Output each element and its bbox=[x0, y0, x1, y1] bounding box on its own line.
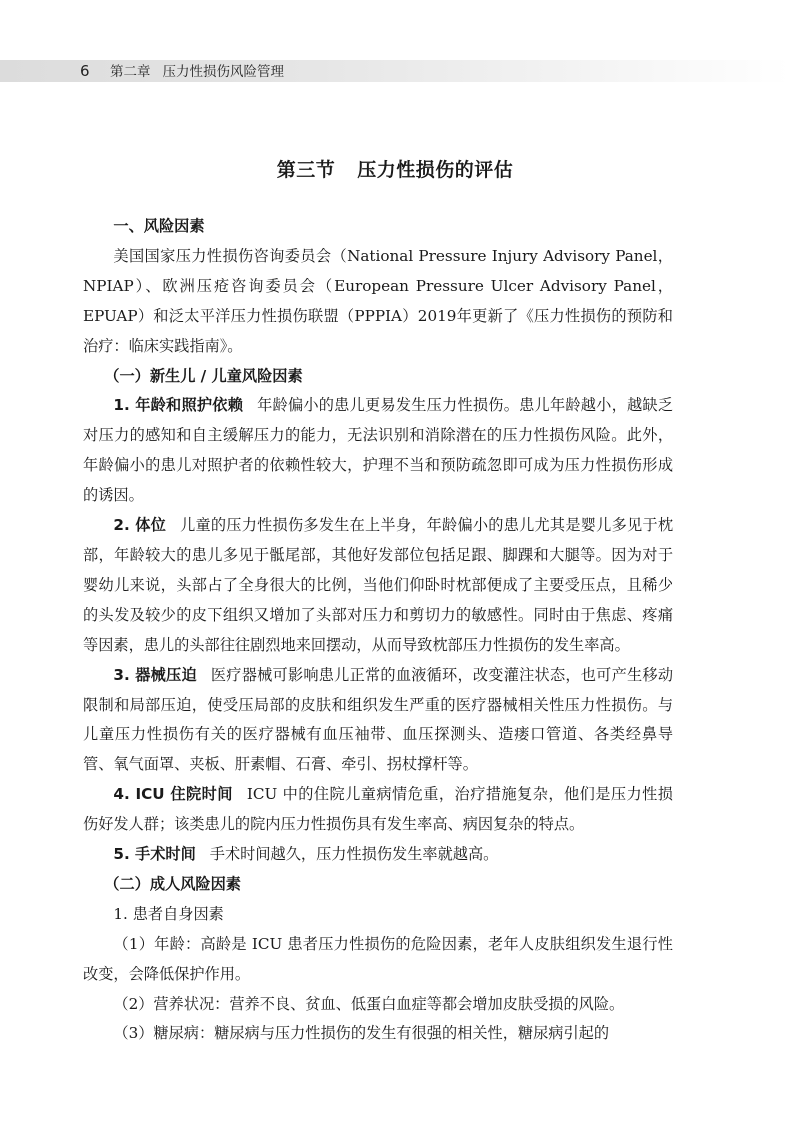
text-position: 儿童的压力性损伤多发生在上半身，年龄偏小的患儿尤其是婴儿多见于枕部，年龄较大的患儿多见于骶尾部，其他好发部位包括足跟、脚踝和大腿等。因为对于婴幼儿来说，头部占了全身很大的比例，当他们仰卧时枕部便成了主要受压点，且稀少的头发及较少的皮下组织又增加了头部对压力和剪切力的敏感性。同时由于焦虑、疼痛等因素，患儿的头部往往剧烈地来回摆动，从而导致枕部压力性损伤的发生率高。 bbox=[83, 516, 674, 654]
text-surgery: 手术时间越久，压力性损伤发生率就越高。 bbox=[209, 845, 499, 864]
section-number: 第三节 bbox=[276, 159, 336, 181]
page-number: 6 bbox=[80, 62, 90, 80]
section-heading: 压力性损伤的评估 bbox=[357, 159, 514, 181]
paragraph-icu bbox=[83, 780, 673, 840]
section-title bbox=[0, 155, 790, 182]
intro-paragraph: 美国国家压力性损伤咨询委员会（National Pressure Injury Advisory Panel，NPIAP）、欧洲压疮咨询委员会（European Pressure Ulcer Advisory Panel，EPUAP）和泛太平洋压力性损伤联盟（PPPIA）2019年更新了《压力性损伤的预防和治疗：临床实践指南》。 bbox=[83, 246, 673, 355]
text-device: 医疗器械可影响患儿正常的血液循环，改变灌注状态，也可产生移动限制和局部压迫，使受压局部的皮肤和组织发生严重的医疗器械相关性压力性损伤。与儿童压力性损伤有关的医疗器械有血压袖带、血压探测头、造瘘口管道、各类经鼻导管、氧气面罩、夹板、肝素帽、石膏、牵引、拐杖撑杆等。 bbox=[83, 665, 674, 774]
text-age: 年龄偏小的患儿更易发生压力性损伤。患儿年龄越小，越缺乏对压力的感知和自主缓解压力的能力，无法识别和消除潜在的压力性损伤风险。此外，年龄偏小的患儿对照护者的依赖性较大，护理不当和预防疏忽即可成为压力性损伤形成的诱因。 bbox=[83, 396, 674, 505]
heading-child-risk: （一）新生儿 / 儿童风险因素 bbox=[104, 366, 303, 385]
item-diabetes: （3）糖尿病：糖尿病与压力性损伤的发生有很强的相关性，糖尿病引起的 bbox=[113, 1024, 610, 1043]
lead-surgery: 5. 手术时间 bbox=[113, 845, 196, 864]
heading-adult-risk: （二）成人风险因素 bbox=[104, 874, 241, 893]
paragraph-surgery bbox=[83, 840, 673, 870]
body-text bbox=[83, 212, 673, 1049]
chapter-number: 第二章 bbox=[110, 64, 151, 80]
heading-patient-factors: 1. 患者自身因素 bbox=[113, 904, 224, 923]
lead-age: 1. 年龄和照护依赖 bbox=[113, 396, 244, 415]
paragraph-position bbox=[83, 511, 673, 661]
item-nutrition: （2）营养状况：营养不良、贫血、低蛋白血症等都会增加皮肤受损的风险。 bbox=[113, 994, 625, 1013]
item-age: （1）年龄：高龄是 ICU 患者压力性损伤的危险因素，老年人皮肤组织发生退行性改变，会降低保护作用。 bbox=[83, 934, 673, 983]
running-header bbox=[80, 61, 284, 82]
lead-position: 2. 体位 bbox=[113, 516, 167, 535]
chapter-title: 压力性损伤风险管理 bbox=[162, 64, 284, 80]
paragraph-age bbox=[83, 391, 673, 511]
text-icu: ICU 中的住院儿童病情危重，治疗措施复杂，他们是压力性损伤好发人群；该类患儿的院内压力性损伤具有发生率高、病因复杂的特点。 bbox=[83, 785, 673, 834]
lead-device: 3. 器械压迫 bbox=[113, 665, 197, 684]
paragraph-device bbox=[83, 661, 673, 781]
heading-risk-factors: 一、风险因素 bbox=[113, 217, 205, 235]
lead-icu: 4. ICU 住院时间 bbox=[113, 785, 233, 804]
